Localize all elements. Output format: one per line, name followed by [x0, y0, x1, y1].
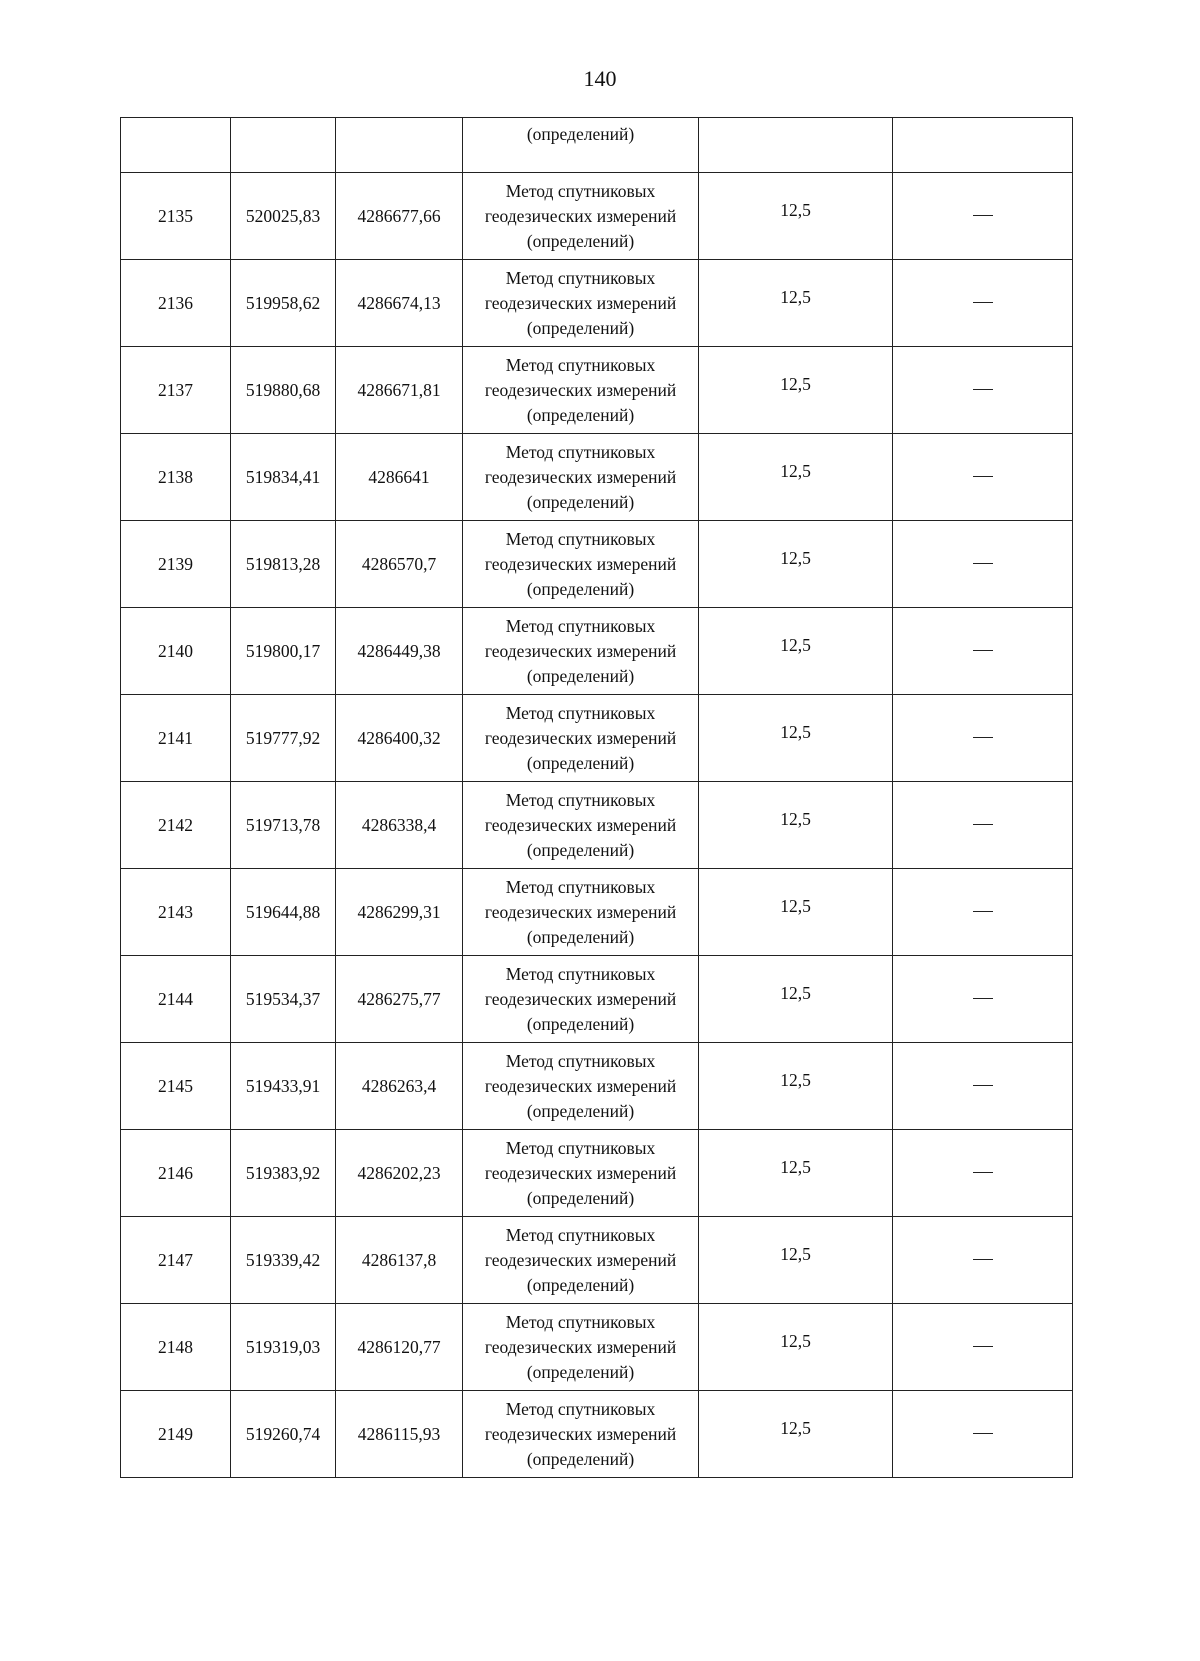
- method-line: Метод спутниковых: [505, 354, 656, 375]
- y-coordinate-value: 4286641: [368, 466, 430, 487]
- dash-mark: [973, 302, 993, 303]
- method-line: Метод спутниковых: [505, 1311, 656, 1332]
- accuracy-cell: [699, 118, 893, 173]
- note-cell: [893, 869, 1073, 956]
- y-coordinate-cell: [336, 869, 463, 956]
- method-line: (определений): [526, 1448, 635, 1469]
- method-line: геодезических измерений: [484, 1162, 677, 1183]
- dash-mark: [973, 824, 993, 825]
- point-number-cell: [121, 260, 231, 347]
- x-coordinate-value: 519339,42: [245, 1249, 321, 1270]
- method-line: геодезических измерений: [484, 1249, 677, 1270]
- y-coordinate-value: 4286115,93: [357, 1423, 441, 1444]
- y-coordinate-value: 4286677,66: [357, 205, 441, 226]
- note-cell: [893, 173, 1073, 260]
- method-line: (определений): [526, 1274, 635, 1295]
- y-coordinate-value: 4286570,7: [361, 553, 437, 574]
- y-coordinate-cell: [336, 1391, 463, 1478]
- method-line: геодезических измерений: [484, 292, 677, 313]
- method-line: геодезических измерений: [484, 1423, 677, 1444]
- x-coordinate-value: 519644,88: [245, 901, 321, 922]
- point-number-cell: [121, 956, 231, 1043]
- method-line: (определений): [526, 926, 635, 947]
- point-number-cell: [121, 434, 231, 521]
- table-row: [121, 782, 1073, 869]
- point-number-value: 2141: [158, 727, 193, 748]
- point-number-value: 2140: [158, 640, 193, 661]
- dash-mark: [973, 563, 993, 564]
- table-row: [121, 1217, 1073, 1304]
- method-cell: [463, 347, 699, 434]
- method-line: Метод спутниковых: [505, 1137, 656, 1158]
- dash-mark: [973, 1085, 993, 1086]
- point-number-value: 2142: [158, 814, 193, 835]
- method-line: (определений): [526, 665, 635, 686]
- accuracy-cell: [699, 782, 893, 869]
- point-number-value: 2143: [158, 901, 193, 922]
- method-cell: [463, 869, 699, 956]
- dash-mark: [973, 650, 993, 651]
- note-cell: [893, 608, 1073, 695]
- method-cell: [463, 782, 699, 869]
- note-cell: [893, 1217, 1073, 1304]
- x-coordinate-cell: [231, 173, 336, 260]
- accuracy-cell: [699, 1391, 893, 1478]
- accuracy-cell: [699, 434, 893, 521]
- method-line: (определений): [526, 404, 635, 425]
- point-number-value: 2139: [158, 553, 193, 574]
- method-line: (определений): [526, 317, 635, 338]
- table-row: [121, 956, 1073, 1043]
- method-line: (определений): [526, 839, 635, 860]
- point-number-cell: [121, 1304, 231, 1391]
- accuracy-cell: [699, 1130, 893, 1217]
- note-cell: [893, 1391, 1073, 1478]
- method-line: Метод спутниковых: [505, 1224, 656, 1245]
- point-number-value: 2144: [158, 988, 193, 1009]
- y-coordinate-cell: [336, 695, 463, 782]
- dash-mark: [973, 1172, 993, 1173]
- y-coordinate-cell: [336, 260, 463, 347]
- table-row: [121, 1130, 1073, 1217]
- x-coordinate-cell: [231, 434, 336, 521]
- table-row: [121, 1391, 1073, 1478]
- x-coordinate-cell: [231, 956, 336, 1043]
- table-row: [121, 869, 1073, 956]
- y-coordinate-value: 4286299,31: [357, 901, 441, 922]
- method-cell: [463, 1217, 699, 1304]
- table-body: [121, 118, 1073, 1478]
- point-number-value: 2149: [158, 1423, 193, 1444]
- method-line: (определений): [526, 1100, 635, 1121]
- x-coordinate-cell: [231, 608, 336, 695]
- table-row: [121, 260, 1073, 347]
- y-coordinate-cell: [336, 347, 463, 434]
- point-number-value: 2138: [158, 466, 193, 487]
- method-cell: [463, 521, 699, 608]
- x-coordinate-value: 519319,03: [245, 1336, 321, 1357]
- y-coordinate-cell: [336, 956, 463, 1043]
- y-coordinate-cell: [336, 521, 463, 608]
- method-cell: [463, 1130, 699, 1217]
- dash-mark: [973, 476, 993, 477]
- table-row: [121, 434, 1073, 521]
- table-row: [121, 1304, 1073, 1391]
- y-coordinate-cell: [336, 434, 463, 521]
- method-line: (определений): [526, 1361, 635, 1382]
- point-number-cell: [121, 608, 231, 695]
- note-cell: [893, 1304, 1073, 1391]
- accuracy-cell: [699, 956, 893, 1043]
- x-coordinate-cell: [231, 118, 336, 173]
- accuracy-value: 12,5: [780, 199, 811, 220]
- x-coordinate-cell: [231, 260, 336, 347]
- method-line: (определений): [526, 124, 635, 144]
- method-line: геодезических измерений: [484, 814, 677, 835]
- point-number-cell: [121, 695, 231, 782]
- note-cell: [893, 347, 1073, 434]
- accuracy-value: 12,5: [780, 895, 811, 916]
- method-line: Метод спутниковых: [505, 441, 656, 462]
- table-row: [121, 695, 1073, 782]
- y-coordinate-value: 4286120,77: [357, 1336, 441, 1357]
- x-coordinate-value: 519880,68: [245, 379, 321, 400]
- x-coordinate-cell: [231, 347, 336, 434]
- point-number-cell: [121, 118, 231, 173]
- table-row: [121, 347, 1073, 434]
- note-cell: [893, 695, 1073, 782]
- page-number: 140: [583, 66, 617, 91]
- method-cell: [463, 695, 699, 782]
- method-cell: [463, 260, 699, 347]
- method-line: геодезических измерений: [484, 466, 677, 487]
- x-coordinate-value: 519260,74: [245, 1423, 321, 1444]
- note-cell: [893, 956, 1073, 1043]
- accuracy-cell: [699, 1304, 893, 1391]
- point-number-cell: [121, 1043, 231, 1130]
- accuracy-value: 12,5: [780, 1069, 811, 1090]
- method-line: (определений): [526, 230, 635, 251]
- method-line: геодезических измерений: [484, 640, 677, 661]
- method-line: Метод спутниковых: [505, 789, 656, 810]
- x-coordinate-cell: [231, 695, 336, 782]
- accuracy-cell: [699, 347, 893, 434]
- point-number-value: 2146: [158, 1162, 193, 1183]
- method-line: (определений): [526, 1187, 635, 1208]
- dash-mark: [973, 389, 993, 390]
- method-cell: [463, 608, 699, 695]
- x-coordinate-cell: [231, 869, 336, 956]
- accuracy-value: 12,5: [780, 1417, 811, 1438]
- accuracy-value: 12,5: [780, 1330, 811, 1351]
- method-cell: [463, 1043, 699, 1130]
- table-row-continuation: [121, 118, 1073, 173]
- accuracy-cell: [699, 869, 893, 956]
- x-coordinate-cell: [231, 1043, 336, 1130]
- point-number-value: 2137: [158, 379, 193, 400]
- dash-mark: [973, 1433, 993, 1434]
- y-coordinate-cell: [336, 1217, 463, 1304]
- point-number-value: 2135: [158, 205, 193, 226]
- point-number-value: 2145: [158, 1075, 193, 1096]
- point-number-value: 2136: [158, 292, 193, 313]
- y-coordinate-value: 4286137,8: [361, 1249, 437, 1270]
- accuracy-value: 12,5: [780, 1156, 811, 1177]
- table-row: [121, 608, 1073, 695]
- x-coordinate-cell: [231, 1391, 336, 1478]
- dash-mark: [973, 1259, 993, 1260]
- y-coordinate-value: 4286202,23: [357, 1162, 441, 1183]
- x-coordinate-value: 519813,28: [245, 553, 321, 574]
- coordinates-table: [120, 117, 1073, 1478]
- note-cell: [893, 260, 1073, 347]
- x-coordinate-value: 519800,17: [245, 640, 321, 661]
- accuracy-value: 12,5: [780, 547, 811, 568]
- method-line: Метод спутниковых: [505, 1050, 656, 1071]
- method-line: Метод спутниковых: [505, 963, 656, 984]
- point-number-cell: [121, 782, 231, 869]
- y-coordinate-value: 4286263,4: [361, 1075, 437, 1096]
- accuracy-cell: [699, 260, 893, 347]
- method-line: Метод спутниковых: [505, 702, 656, 723]
- method-line: геодезических измерений: [484, 205, 677, 226]
- method-line: (определений): [526, 491, 635, 512]
- y-coordinate-value: 4286674,13: [357, 292, 441, 313]
- dash-mark: [973, 911, 993, 912]
- x-coordinate-cell: [231, 1304, 336, 1391]
- accuracy-cell: [699, 1217, 893, 1304]
- accuracy-value: 12,5: [780, 634, 811, 655]
- y-coordinate-value: 4286449,38: [357, 640, 441, 661]
- accuracy-value: 12,5: [780, 373, 811, 394]
- method-cell: [463, 434, 699, 521]
- method-line: Метод спутниковых: [505, 180, 656, 201]
- accuracy-value: 12,5: [780, 721, 811, 742]
- y-coordinate-cell: [336, 173, 463, 260]
- method-cell: [463, 1304, 699, 1391]
- method-line: Метод спутниковых: [505, 528, 656, 549]
- method-line: геодезических измерений: [484, 988, 677, 1009]
- x-coordinate-value: 519834,41: [245, 466, 321, 487]
- accuracy-value: 12,5: [780, 1243, 811, 1264]
- method-cell: [463, 118, 699, 173]
- note-cell: [893, 1130, 1073, 1217]
- x-coordinate-value: 519534,37: [245, 988, 321, 1009]
- note-cell: [893, 1043, 1073, 1130]
- point-number-cell: [121, 521, 231, 608]
- method-line: Метод спутниковых: [505, 267, 656, 288]
- accuracy-value: 12,5: [780, 286, 811, 307]
- x-coordinate-value: 520025,83: [245, 205, 321, 226]
- y-coordinate-value: 4286275,77: [357, 988, 441, 1009]
- method-cell: [463, 956, 699, 1043]
- point-number-cell: [121, 1391, 231, 1478]
- method-line: геодезических измерений: [484, 727, 677, 748]
- method-line: Метод спутниковых: [505, 615, 656, 636]
- note-cell: [893, 118, 1073, 173]
- table-row: [121, 521, 1073, 608]
- point-number-value: 2147: [158, 1249, 193, 1270]
- method-line: Метод спутниковых: [505, 876, 656, 897]
- accuracy-cell: [699, 608, 893, 695]
- point-number-cell: [121, 1217, 231, 1304]
- point-number-cell: [121, 1130, 231, 1217]
- y-coordinate-cell: [336, 1304, 463, 1391]
- y-coordinate-cell: [336, 1043, 463, 1130]
- accuracy-value: 12,5: [780, 982, 811, 1003]
- x-coordinate-value: 519958,62: [245, 292, 321, 313]
- method-line: геодезических измерений: [484, 901, 677, 922]
- method-line: геодезических измерений: [484, 1336, 677, 1357]
- x-coordinate-value: 519383,92: [245, 1162, 321, 1183]
- y-coordinate-cell: [336, 782, 463, 869]
- accuracy-cell: [699, 695, 893, 782]
- dash-mark: [973, 998, 993, 999]
- point-number-cell: [121, 173, 231, 260]
- x-coordinate-cell: [231, 1217, 336, 1304]
- y-coordinate-value: 4286400,32: [357, 727, 441, 748]
- accuracy-value: 12,5: [780, 808, 811, 829]
- point-number-cell: [121, 869, 231, 956]
- y-coordinate-cell: [336, 118, 463, 173]
- method-line: (определений): [526, 578, 635, 599]
- table-row: [121, 1043, 1073, 1130]
- accuracy-cell: [699, 521, 893, 608]
- x-coordinate-value: 519713,78: [245, 814, 321, 835]
- accuracy-cell: [699, 173, 893, 260]
- method-line: (определений): [526, 1013, 635, 1034]
- accuracy-value: 12,5: [780, 460, 811, 481]
- accuracy-cell: [699, 1043, 893, 1130]
- y-coordinate-value: 4286338,4: [361, 814, 437, 835]
- point-number-cell: [121, 347, 231, 434]
- dash-mark: [973, 737, 993, 738]
- x-coordinate-value: 519433,91: [245, 1075, 321, 1096]
- x-coordinate-cell: [231, 1130, 336, 1217]
- point-number-value: 2148: [158, 1336, 193, 1357]
- note-cell: [893, 782, 1073, 869]
- y-coordinate-cell: [336, 1130, 463, 1217]
- x-coordinate-value: 519777,92: [245, 727, 321, 748]
- note-cell: [893, 521, 1073, 608]
- method-line: геодезических измерений: [484, 553, 677, 574]
- method-line: геодезических измерений: [484, 379, 677, 400]
- x-coordinate-cell: [231, 521, 336, 608]
- dash-mark: [973, 1346, 993, 1347]
- x-coordinate-cell: [231, 782, 336, 869]
- method-line: Метод спутниковых: [505, 1398, 656, 1419]
- method-cell: [463, 1391, 699, 1478]
- y-coordinate-value: 4286671,81: [357, 379, 441, 400]
- table-row: [121, 173, 1073, 260]
- y-coordinate-cell: [336, 608, 463, 695]
- method-line: геодезических измерений: [484, 1075, 677, 1096]
- dash-mark: [973, 215, 993, 216]
- method-line: (определений): [526, 752, 635, 773]
- note-cell: [893, 434, 1073, 521]
- method-cell: [463, 173, 699, 260]
